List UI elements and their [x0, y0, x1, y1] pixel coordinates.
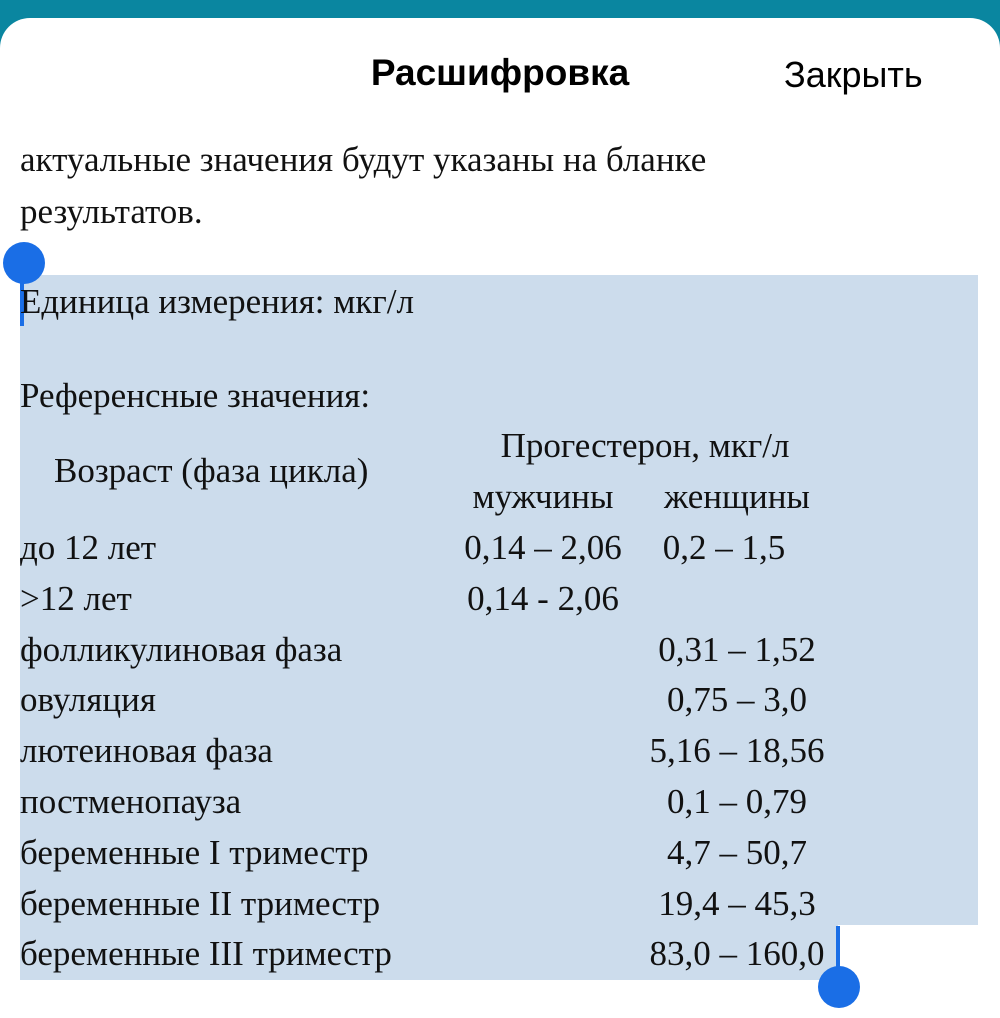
selection-end-handle[interactable] — [818, 966, 860, 1008]
header-age: Возраст (фаза цикла) — [54, 451, 369, 490]
row-women-value: 0,31 – 1,52 — [658, 629, 816, 669]
row-women-value: 19,4 – 45,3 — [658, 883, 816, 923]
intro-line-2: результатов. — [20, 192, 203, 231]
row-label: лютеиновая фаза — [20, 731, 273, 771]
close-button[interactable]: Закрыть — [784, 54, 923, 95]
row-label: беременные I триместр — [20, 832, 369, 872]
row-label: до 12 лет — [20, 528, 157, 567]
header-men: мужчины — [472, 477, 614, 516]
row-women-value: 4,7 – 50,7 — [667, 832, 807, 872]
row-women-value: 0,1 – 0,79 — [667, 782, 807, 821]
header-hormone: Прогестерон, мкг/л — [500, 426, 790, 465]
row-label: беременные III триместр — [20, 934, 392, 974]
row-women-value: 5,16 – 18,56 — [649, 731, 825, 771]
sheet-title: Расшифровка — [370, 52, 630, 93]
intro-line-1: актуальные значения будут указаны на бланке — [20, 140, 707, 179]
row-women-value: 0,2 – 1,5 — [662, 528, 786, 567]
unit-label: Единица измерения: мкг/л — [20, 282, 414, 321]
row-men-value: 0,14 - 2,06 — [467, 578, 619, 618]
row-label: постменопауза — [20, 782, 242, 821]
header-women: женщины — [664, 477, 810, 516]
row-women-value: 0,75 – 3,0 — [667, 680, 807, 720]
row-label: >12 лет — [20, 578, 132, 618]
selection-start-handle[interactable] — [3, 242, 45, 284]
row-label: беременные II триместр — [20, 883, 381, 923]
reference-title: Референсные значения: — [20, 376, 371, 415]
row-men-value: 0,14 – 2,06 — [464, 528, 622, 567]
row-label: фолликулиновая фаза — [20, 629, 343, 669]
row-women-value: 83,0 – 160,0 — [649, 934, 825, 974]
row-label: овуляция — [20, 680, 156, 720]
